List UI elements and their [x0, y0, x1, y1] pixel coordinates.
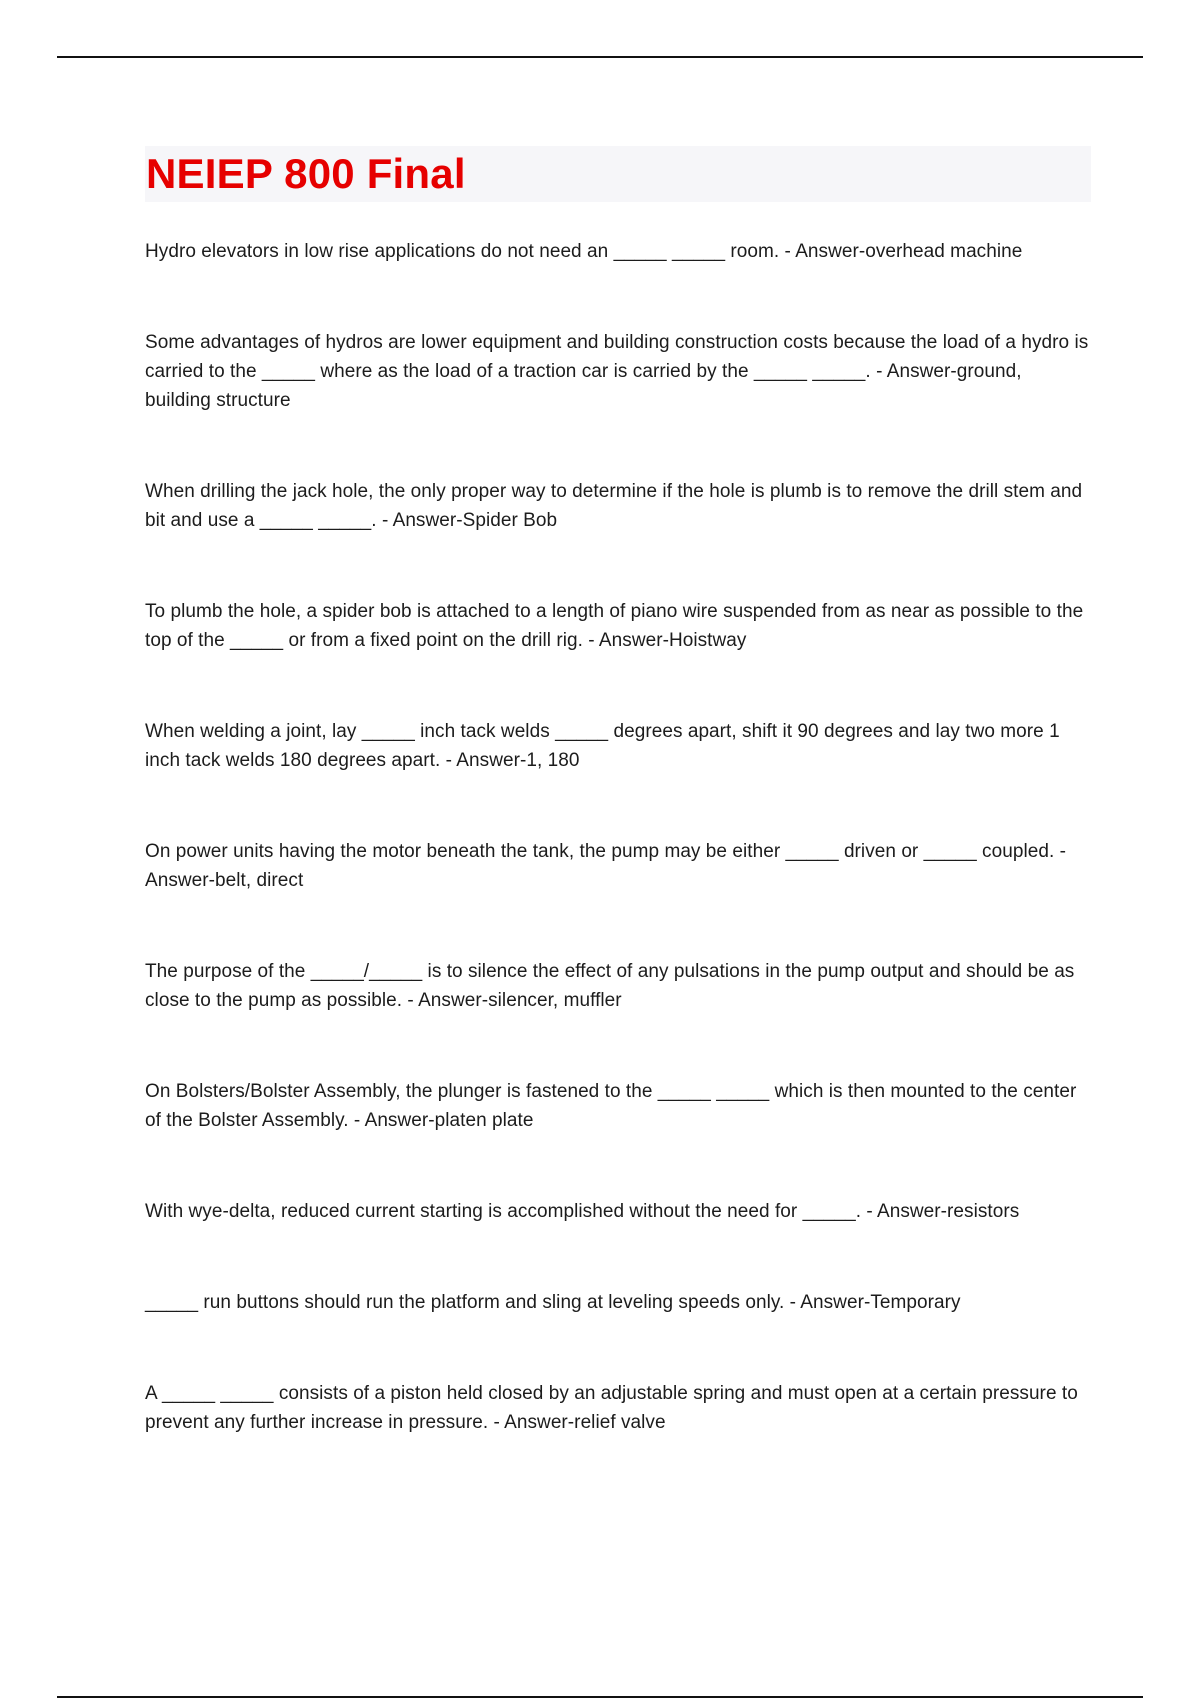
question-6: On power units having the motor beneath the tank, the pump may be either _____ driven or _____ coupled. - Answer-belt, direct	[145, 841, 1066, 891]
question-9: With wye-delta, reduced current starting is accomplished without the need for _____. - Answer-resistors	[145, 1201, 1020, 1222]
top-divider	[57, 56, 1143, 58]
question-3: When drilling the jack hole, the only proper way to determine if the hole is plumb is to remove the drill stem and bit and use a _____ _____. - Answer-Spider Bob	[145, 481, 1083, 531]
document-title: NEIEP 800 Final	[146, 150, 466, 197]
question-5: When welding a joint, lay _____ inch tack welds _____ degrees apart, shift it 90 degrees and lay two more 1 inch tack welds 180 degrees apart. - Answer-1, 180	[145, 721, 1060, 771]
document-body	[145, 146, 1091, 1437]
question-11: A _____ _____ consists of a piston held closed by an adjustable spring and must open at a certain pressure to prevent any further increase in pressure. - Answer-relief valve	[145, 1383, 1078, 1433]
question-8: On Bolsters/Bolster Assembly, the plunger is fastened to the _____ _____ which is then mounted to the center of the Bolster Assembly. - Answer-platen plate	[145, 1081, 1077, 1131]
question-4: To plumb the hole, a spider bob is attached to a length of piano wire suspended from as near as possible to the top of the _____ or from a fixed point on the drill rig. - Answer-Hoistway	[145, 601, 1084, 651]
question-7: The purpose of the _____/_____ is to silence the effect of any pulsations in the pump output and should be as close to the pump as possible. - Answer-silencer, muffler	[145, 961, 1075, 1011]
question-10: _____ run buttons should run the platform and sling at leveling speeds only. - Answer-Temporary	[145, 1292, 961, 1313]
title-band	[145, 146, 1091, 202]
question-2: Some advantages of hydros are lower equipment and building construction costs because the load of a hydro is carried to the _____ where as the load of a traction car is carried by the _____ _____. - Answer-ground, building structure	[145, 332, 1089, 411]
bottom-divider	[57, 1696, 1143, 1698]
question-1: Hydro elevators in low rise applications do not need an _____ _____ room. - Answer-overhead machine	[145, 241, 1023, 262]
